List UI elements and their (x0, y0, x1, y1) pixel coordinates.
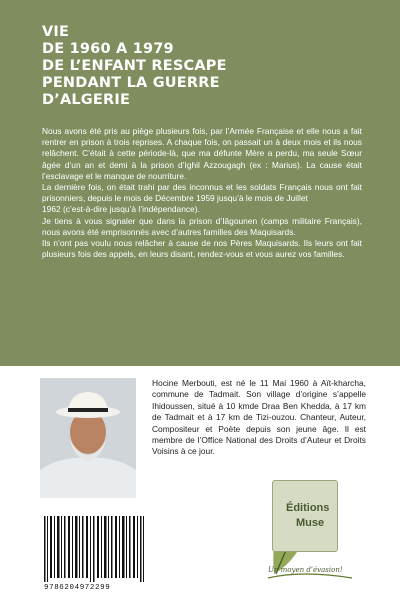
barcode-icon (42, 512, 148, 582)
synopsis-paragraph: Ils n’ont pas voulu nous relâcher à cause de nos Pères Maquisards. Ils leurs ont fait plusieurs fois des appels, en leurs disant, rendez-vous et vous aurez vos familles. (42, 238, 362, 260)
barcode (42, 512, 148, 582)
publisher-logo (262, 474, 362, 592)
publisher-box (272, 480, 338, 552)
title-line: VIE (42, 24, 70, 40)
title-line: D’ALGERIE (42, 92, 131, 108)
synopsis (42, 126, 362, 260)
cover-bottom-panel (0, 366, 400, 600)
publisher-tagline: Un moyen d’évasion! (268, 566, 343, 574)
publisher-name-line1: Éditions (286, 502, 330, 514)
synopsis-paragraph: 1962 (c’est-à-dire jusqu’à l’indépendance). (42, 204, 200, 215)
barcode-number: 9786204972299 (44, 584, 111, 592)
cover-title (42, 24, 372, 109)
author-portrait-icon (40, 378, 136, 498)
synopsis-paragraph: La dernière fois, on était trahi par des inconnus et les soldats Français nous ont fait prisonniers, depuis le mois de Décembre 1959 jusqu’à le mois de Juillet (42, 182, 362, 204)
author-photo (40, 378, 136, 498)
title-line: PENDANT LA GUERRE (42, 75, 220, 91)
synopsis-paragraph: Nous avons été pris au piège plusieurs fois, par l’Armée Française et elle nous a fait rentrer en prison à trois reprises. A chaque fois, on passait un à deux mois et ils nous relâchent. C’était à cette période-là, que ma défunte Mère a perdu, ma seule Sœur âgée d’un an et demi à la prison d’Ighil Azzougagh (ex : Marius). La cause était l’esclavage et le manque de nourriture. (42, 126, 362, 181)
title-line: DE L’ENFANT RESCAPE (42, 58, 227, 74)
title-line: DE 1960 A 1979 (42, 41, 174, 57)
publisher-name-line2: Muse (296, 517, 325, 529)
synopsis-paragraph: Je tiens à vous signaler que dans la prison d’Iâgounen (camps militaire Français), nous avons été emprisonnés avec d’autres familles des Maquisards. (42, 215, 362, 237)
author-bio: Hocine Merbouti, est né le 11 Mai 1960 à Aït-kharcha, commune de Tadmait. Son village d’origine s’appelle Ihidoussen, situé à 10 kmde Draa Ben Khedda, à 17 km de Tadmait et à 17 km de Tizi-ouzou. Chanteur, Auteur, Compositeur et Poète depuis son jeune âge. Il est membre de l’Office National des Droits d’Auteur et Droits Voisins à ce jour. (152, 378, 366, 457)
